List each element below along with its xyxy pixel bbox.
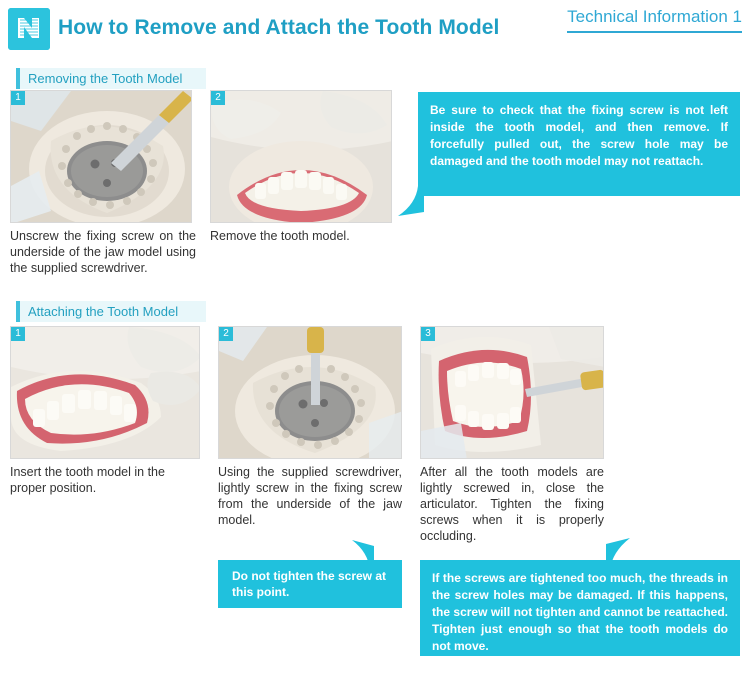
nissin-logo (8, 8, 50, 50)
callout-remove-warning: Be sure to check that the fixing screw is not left inside the tooth model, and then remove. If forcefully pulled out, the screw hole may be damaged and the tooth model may not reattach. (418, 92, 740, 196)
figure-number: 1 (11, 327, 25, 341)
callout-tail-remove (398, 186, 424, 218)
technical-information-label: Technical Information 1 (567, 6, 742, 33)
callout-overtighten-warning: If the screws are tightened too much, the threads in the screw holes may be damaged. If this happens, the screw will not tighten and cannot be reattached. Tighten just enough so that the tooth models do not move. (420, 560, 740, 656)
page-title: How to Remove and Attach the Tooth Model (58, 16, 500, 39)
figure-number: 3 (421, 327, 435, 341)
figure-caption-attach-1: Insert the tooth model in the proper position. (10, 465, 165, 495)
figure-caption-attach-2: Using the supplied screwdriver, lightly screw in the fixing screw from the underside of the jaw model. (218, 465, 402, 527)
figure-attach-2 (218, 326, 402, 459)
figure-number: 1 (11, 91, 25, 105)
section-heading-removing: Removing the Tooth Model (16, 68, 206, 89)
figure-caption-remove-1: Unscrew the fixing screw on the underside of the jaw model using the supplied screwdriver. (10, 229, 196, 275)
figure-remove-1 (10, 90, 192, 223)
figure-number: 2 (219, 327, 233, 341)
figure-remove-2 (210, 90, 392, 223)
figure-caption-remove-2: Remove the tooth model. (210, 229, 350, 243)
figure-caption-attach-3: After all the tooth models are lightly screwed in, close the articulator. Tighten the fixing screws when it is properly occluding. (420, 465, 604, 543)
figure-attach-1 (10, 326, 200, 459)
section-heading-attaching: Attaching the Tooth Model (16, 301, 206, 322)
figure-attach-3 (420, 326, 604, 459)
callout-do-not-tighten: Do not tighten the screw at this point. (218, 560, 402, 608)
figure-number: 2 (211, 91, 225, 105)
page-header (0, 0, 750, 62)
